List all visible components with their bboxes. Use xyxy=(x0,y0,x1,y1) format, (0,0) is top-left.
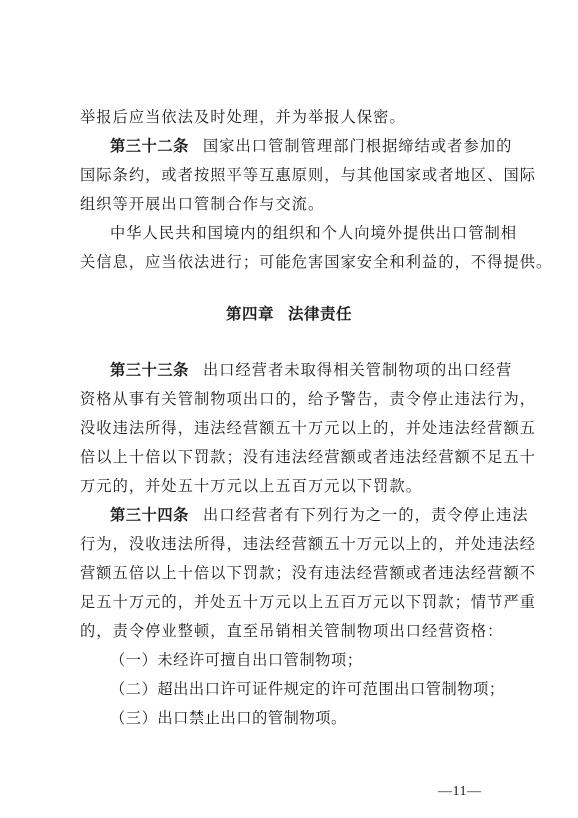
list-item: （一）未经许可擅自出口管制物项； xyxy=(110,651,363,669)
chapter-title: 法律责任 xyxy=(288,305,353,323)
article-34-line: 的，责令停业整顿，直至吊销相关管制物项出口经营资格： xyxy=(80,622,504,640)
article-33-line: 倍以上十倍以下罚款；没有违法经营额或者违法经营额不足五十 xyxy=(80,448,537,466)
list-item: （三）出口禁止出口的管制物项。 xyxy=(110,709,347,727)
article-33-label: 第三十三条 xyxy=(110,361,189,379)
article-32-text: 国家出口管制管理部门根据缔结或者参加的 xyxy=(202,137,513,155)
chapter-number: 第四章 xyxy=(225,305,274,323)
article-33-first-line xyxy=(110,360,513,380)
list-item: （二）超出出口许可证件规定的许可范围出口管制物项； xyxy=(110,680,505,698)
article-34-line: 行为，没收违法所得，违法经营额五十万元以上的，并处违法经 xyxy=(80,535,537,553)
article-33-line: 资格从事有关管制物项出口的，给予警告，责令停止违法行为， xyxy=(80,390,537,408)
article-33-text: 出口经营者未取得相关管制物项的出口经营 xyxy=(202,361,513,379)
chapter-heading xyxy=(0,304,578,324)
article-34-line: 营额五倍以上十倍以下罚款；没有违法经营额或者违法经营额不 xyxy=(80,564,537,582)
article-32-first-line xyxy=(110,136,513,156)
article-33-line: 没收违法所得，违法经营额五十万元以上的，并处违法经营额五 xyxy=(80,419,537,437)
paragraph-line: 关信息，应当依法进行；可能危害国家安全和利益的，不得提供。 xyxy=(80,253,553,271)
article-34-first-line xyxy=(110,505,529,525)
article-32-line: 组织等开展出口管制合作与交流。 xyxy=(80,195,325,213)
article-34-line: 足五十万元的，并处五十万元以上五百万元以下罚款；情节严重 xyxy=(80,593,537,611)
article-34-label: 第三十四条 xyxy=(110,506,189,524)
paragraph-line: 中华人民共和国境内的组织和个人向境外提供出口管制相 xyxy=(110,224,518,242)
page-number: —11— xyxy=(438,784,482,799)
article-34-text: 出口经营者有下列行为之一的，责令停止违法 xyxy=(202,506,529,524)
paragraph-line: 举报后应当依法及时处理，并为举报人保密。 xyxy=(80,108,406,126)
article-33-line: 万元的，并处五十万元以上五百万元以下罚款。 xyxy=(80,477,423,495)
article-32-line: 国际条约，或者按照平等互惠原则，与其他国家或者地区、国际 xyxy=(80,166,537,184)
article-32-label: 第三十二条 xyxy=(110,137,189,155)
